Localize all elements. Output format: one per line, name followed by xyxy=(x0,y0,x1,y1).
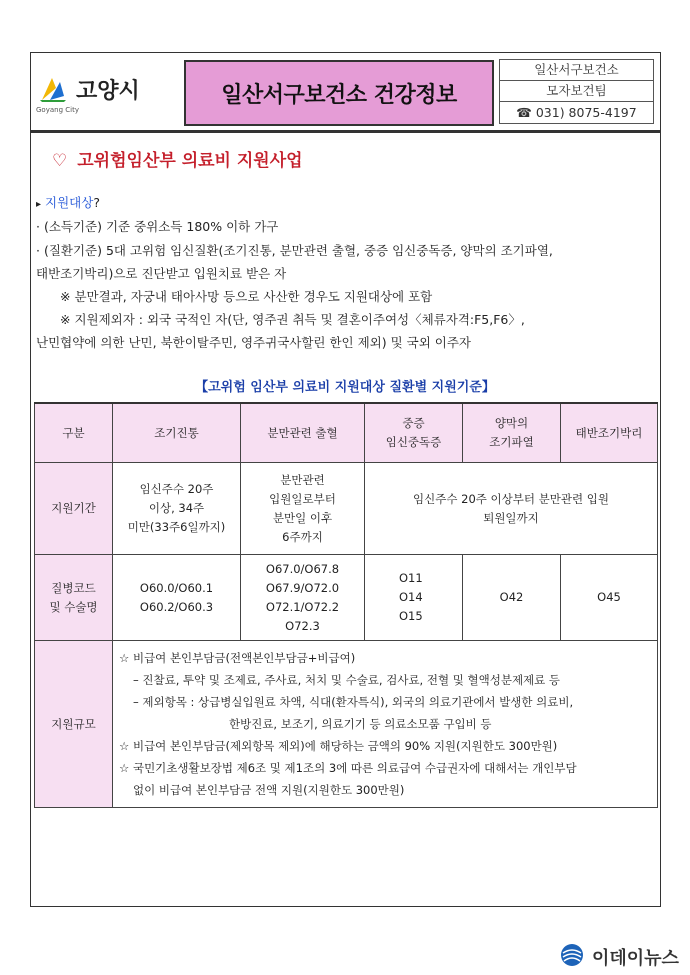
scope-line: – 진찰료, 투약 및 조제료, 주사료, 처치 및 수술료, 검사료, 전혈 및 혈액성분제제료 등 xyxy=(133,673,561,687)
period-hemorrhage xyxy=(241,463,365,555)
codes-preterm-line: O60.2/O60.3 xyxy=(139,599,214,614)
period-preterm-line: 임신주수 20주 xyxy=(139,482,214,496)
target-note-exclusion-cont: 난민협약에 의한 난민, 북한이탈주민, 영주귀국사할린 한인 제외) 및 국외 이주자 xyxy=(36,335,471,350)
target-label: 지원대상 xyxy=(45,195,94,210)
table-row-period xyxy=(35,463,658,555)
codes-preeclampsia-line: O11 xyxy=(399,571,423,585)
globe-icon xyxy=(560,943,584,967)
logo-text: 고양시 xyxy=(76,79,140,104)
period-preterm-line: 이상, 34주 xyxy=(148,501,205,515)
codes-hemorrhage-line: O67.0/O67.8 xyxy=(265,561,340,576)
page-title: 일산서구보건소 건강정보 xyxy=(221,82,457,108)
table-title: 【고위험 임산부 의료비 지원대상 질환별 지원기준】 xyxy=(195,380,495,395)
header-hemorrhage: 분만관련 출혈 xyxy=(241,403,365,463)
codes-preeclampsia-line: O14 xyxy=(399,590,423,604)
period-hemorrhage-line: 6주까지 xyxy=(282,529,323,544)
codes-preterm xyxy=(113,555,241,641)
codes-abruption: O45 xyxy=(561,555,658,641)
header-preeclampsia-text: 중증 임신중독증 xyxy=(385,416,442,449)
period-hemorrhage-line: 입원일로부터 xyxy=(269,491,336,506)
period-others xyxy=(365,463,658,555)
info-org: 일산서구보건소 xyxy=(499,59,654,80)
header-prom-text: 양막의 조기파열 xyxy=(489,416,534,449)
scope-line: 없이 비급여 본인부담금 전액 지원(지원한도 300만원) xyxy=(133,783,405,797)
target-question: ? xyxy=(93,195,100,210)
row-label-codes-line: 및 수술명 xyxy=(49,599,98,614)
scope-details xyxy=(113,641,658,808)
period-hemorrhage-line: 분만관련 xyxy=(280,472,325,487)
codes-preterm-line: O60.0/O60.1 xyxy=(139,580,214,595)
period-hemorrhage-line: 분만일 이후 xyxy=(272,510,333,525)
target-line-disease-cont: 태반조기박리)으로 진단받고 입원치료 받은 자 xyxy=(36,266,287,281)
header-prom xyxy=(463,403,561,463)
period-others-line: 퇴원일까지 xyxy=(483,510,539,525)
codes-hemorrhage-line: O67.9/O72.0 xyxy=(265,580,340,595)
info-phone: ☎ 031) 8075-4197 xyxy=(499,101,654,124)
table-row-scope xyxy=(35,641,658,808)
header-preeclampsia xyxy=(365,403,463,463)
target-note-stillbirth: ※ 분만결과, 자궁내 태아사망 등으로 사산한 경우도 지원대상에 포함 xyxy=(60,289,433,304)
row-label-codes-line: 질병코드 xyxy=(51,580,96,595)
codes-preeclampsia-line: O15 xyxy=(399,609,423,623)
codes-hemorrhage-line: O72.3 xyxy=(285,618,320,633)
target-heading xyxy=(36,193,661,211)
contact-info-box xyxy=(499,59,654,125)
target-line-income: · (소득기준) 기준 중위소득 180% 이하 가구 xyxy=(36,219,279,234)
header-preterm-labor: 조기진통 xyxy=(113,403,241,463)
period-others-line: 임신주수 20주 이상부터 분만관련 입원 xyxy=(413,491,609,506)
header-abruption: 태반조기박리 xyxy=(561,403,658,463)
header-category: 구분 xyxy=(35,403,113,463)
scope-line: 한방진료, 보조기, 의료기기 등 의료소모품 구입비 등 xyxy=(229,717,492,731)
section-title xyxy=(52,146,303,171)
codes-hemorrhage xyxy=(241,555,365,641)
codes-prom: O42 xyxy=(463,555,561,641)
section-title-text: 고위험임산부 의료비 지원사업 xyxy=(77,151,303,171)
logo-subtext: Goyang City xyxy=(36,106,79,114)
codes-hemorrhage-line: O72.1/O72.2 xyxy=(265,599,340,614)
period-preterm xyxy=(113,463,241,555)
goyang-logo-icon xyxy=(38,74,68,104)
table-row-codes xyxy=(35,555,658,641)
goyang-logo xyxy=(30,60,170,122)
codes-preeclampsia xyxy=(365,555,463,641)
target-line-disease: · (질환기준) 5대 고위험 임신질환(조기진통, 분만관련 출혈, 중증 임신중독증, 양막의 조기파열, xyxy=(36,243,553,258)
scope-line: – 제외항목 : 상급병실입원료 차액, 식대(환자특식), 외국의 의료기관에서 발생한 의료비, xyxy=(133,695,574,709)
period-preterm-line: 미만(33주6일까지) xyxy=(127,520,226,534)
target-note-exclusion: ※ 지원제외자 : 외국 국적인 자(단, 영주권 취득 및 결혼이주여성〈체류자격:F5,F6〉, xyxy=(60,312,525,327)
footer-brand: 이데이뉴스 xyxy=(592,948,679,969)
scope-line: ☆ 비급여 본인부담금(전액본인부담금+비급여) xyxy=(119,651,356,665)
row-label-scope: 지원규모 xyxy=(35,641,113,808)
triangle-bullet-icon: ▸ xyxy=(36,199,42,210)
row-label-codes xyxy=(35,555,113,641)
table-header-row xyxy=(35,403,658,463)
scope-line: ☆ 국민기초생활보장법 제6조 및 제1조의 3에 따른 의료급여 수급권자에 대해서는 개인부담 xyxy=(119,761,577,775)
info-team: 모자보건팀 xyxy=(499,80,654,101)
scope-line: ☆ 비급여 본인부담금(제외항목 제외)에 해당하는 금액의 90% 지원(지원한도 300만원) xyxy=(119,739,558,753)
page-title-box xyxy=(184,60,494,126)
support-criteria-table xyxy=(34,402,658,808)
heart-icon: ♡ xyxy=(52,151,68,171)
row-label-period: 지원기간 xyxy=(35,463,113,555)
header-divider xyxy=(30,130,661,133)
